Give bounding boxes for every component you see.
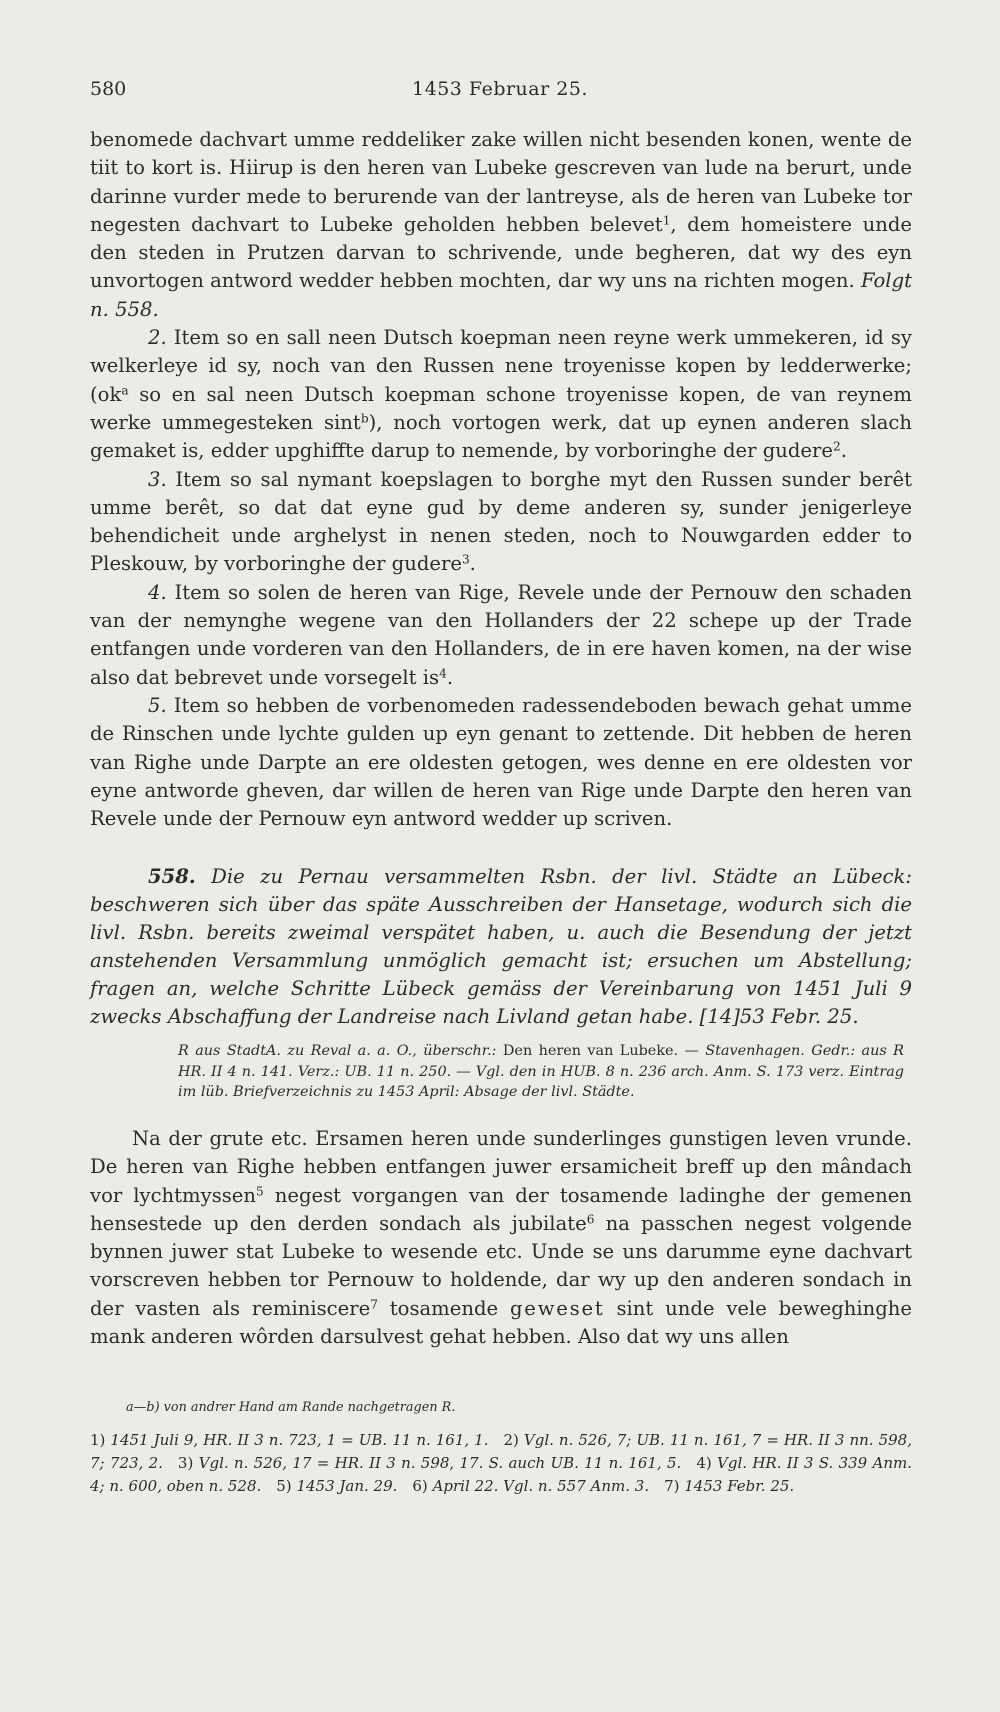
spaced-word: geweset (509, 1296, 605, 1320)
article-2: 2. Item so en sall neen Dutsch koepman neen reyne werk ummekeren, id sy welkerleye id sy, noch van den Russen nene troyenisse kopen by ledderwerke; ($ok^a$ so en sal neen Dutsch koepman schone troyenisse kopen, de van reynem werke ummegesteken sint$^b$), noch vortogen werk, dat up eynen anderen slach gemaket is, edder upghiffte darup to nemende, by vorboringhe der gudere$^2$. (90, 326, 912, 463)
footnote-ref: 4 (439, 665, 447, 680)
footnote-ref: 1 (662, 213, 671, 228)
article-4: 4. Item so solen de heren van Rige, Revele unde der Pernouw den schaden van der nemynghe wegene van den Hollanders der 22 schepe up der Trade entfangen unde vorderen van den Hollanders, de in ere haven komen, na der wise also dat bebrevet unde vorsegelt $is^4$. (90, 580, 912, 689)
article-number: 3. (148, 467, 167, 491)
section-gap (90, 833, 912, 863)
footnote-mark: 4) (696, 1454, 712, 1472)
letter-paragraph: Na der grute etc. Ersamen heren unde sunderlinges gunstigen leven vrunde. De heren van Righe hebben entfangen juwer ersamicheit breff up den mândach vor lychtmyssen$^5$ negest vorgangen van der tosamende ladinghe der gemenen hensestede up den derden sondach als jubilate$^6$ na passchen negest volgende bynnen juwer stat Lubeke to wesende etc. Unde se uns darumme eyne dachvart vorscreven hebben tor Pernouw to holdende, dar wy up den anderen sondach in der vasten als reminiscere$^7$ tosamende geweset sint unde vele beweghinghe mank anderen wôrden darsulvest gehat hebben. Also dat wy uns allen (90, 1126, 912, 1348)
article-3: 3. Item so sal nymant koepslagen to borghe myt den Russen sunder berêt umme berêt, so dat dat eyne gud by deme anderen sy, sunder jenigerleye behendicheit unde arghelyst in nenen steden, noch to Nouwgarden edder to Pleskouw, by vorboringhe der gudere$^3$. (90, 467, 912, 576)
textual-note: a—b) von andrer Hand am Rande nachgetragen R. (126, 1400, 456, 1415)
article-5: 5. Item so hebben de vorbenomeden radessendeboden bewach gehat umme de Rinschen unde lychte gulden up eyn genant to zettende. Dit hebben de heren van Righe unde Darpte an ere oldesten getogen, wes denne en ere oldesten vor eyne antworde gheven, dar willen de heren van Rige unde Darpte den heren van Revele unde der Pernouw eyn antword wedder up scriven. (90, 693, 912, 831)
footnote-mark: 1) (90, 1431, 106, 1449)
footnote-ref: 7 (370, 1297, 378, 1312)
footnote-mark: 5) (276, 1477, 292, 1495)
footnote-block: 1) 1451 Juli 9, HR. II 3 n. 723, 1 = UB. 11 n. 161, 1. 2) Vgl. n. 526, 7; UB. 11 n. 161, 7 = HR. II 3 nn. 598, 7; 723, 2. 3) Vgl. n. 526, 17 = HR. II 3 n. 598, 17. S. auch UB. 11 n. 161, 5. 4) Vgl. HR. II 3 S. 339 Anm. 4; n. 600, oben n. 528. 5) 1453 Jan. 29. 6) April 22. Vgl. n. 557 Anm. 3. 7) 1453 Febr. 25. (90, 1431, 913, 1495)
footnote-ref: 5 (256, 1183, 264, 1198)
footnote-mark: 3) (177, 1454, 194, 1472)
article-number: 4. (148, 580, 167, 604)
footnote-ref: 6 (586, 1212, 595, 1227)
footnote-ref: 3 (461, 552, 470, 567)
letter-text (90, 1125, 912, 1351)
document-number: 558. (148, 865, 196, 889)
footnote-mark: 2) (503, 1431, 519, 1449)
footnote-ref: 2 (832, 439, 841, 454)
footnote-mark: 6) (412, 1477, 428, 1495)
cross-reference: Folgt n. 558. (90, 269, 912, 321)
addressee: Den heren van Lubeke. (502, 1043, 679, 1060)
main-text (90, 126, 912, 1351)
note-mark: a (121, 383, 129, 397)
document-regest: 558. Die zu Pernau versammelten Rsbn. der livl. Städte an Lübeck: beschweren sich über das späte Ausschreiben der Hansetage, wodurch sich die livl. Rsbn. bereits zweimal verspätet haben, u. auch die Besendung der jetzt anstehenden Versammlung unmöglich gemacht ist; ersuchen um Abstellung; fragen an, welche Schritte Lübeck gemäss der Vereinbarung von 1451 Juli 9 zwecks Abschaffung der Landreise nach Livland getan habe. [14]53 Febr. 25. (90, 865, 912, 1029)
note-mark: b (360, 411, 369, 426)
article-number: 5. (148, 693, 167, 717)
source-note: R aus StadtA. zu Reval a. a. O., überschr.: Den heren van Lubeke. — Stavenhagen. Gedr.: aus R HR. II 4 n. 141. Verz.: UB. 11 n. 250. — Vgl. den in HUB. 8 n. 236 arch. Anm. S. 173 verz. Eintrag im lüb. Briefverzeichnis zu 1453 April: Absage der livl. Städte. (178, 1043, 904, 1101)
running-head: 1453 Februar 25. (412, 78, 588, 100)
footnotes (90, 1400, 912, 1498)
paragraph-continuation: benomede dachvart umme reddeliker zake willen nicht besenden konen, wente de tiit to kort is. Hiirup is den heren van Lubeke gescreven van lude na berurt, unde darinne vurder mede to berurende van der lantreyse, als de heren van Lubeke tor negesten dachvart to Lubeke geholden hebben belevet$^1$, dem homeistere unde den steden in Prutzen darvan to schrivende, unde begheren, dat wy des eyn unvortogen antword wedder hebben mochten, dar wy uns na richten mogen. Folgt n. 558. (90, 128, 913, 321)
page-header (90, 78, 910, 104)
footnote-mark: 7) (664, 1477, 680, 1495)
article-number: 2. (148, 326, 167, 350)
page-number: 580 (90, 78, 127, 100)
